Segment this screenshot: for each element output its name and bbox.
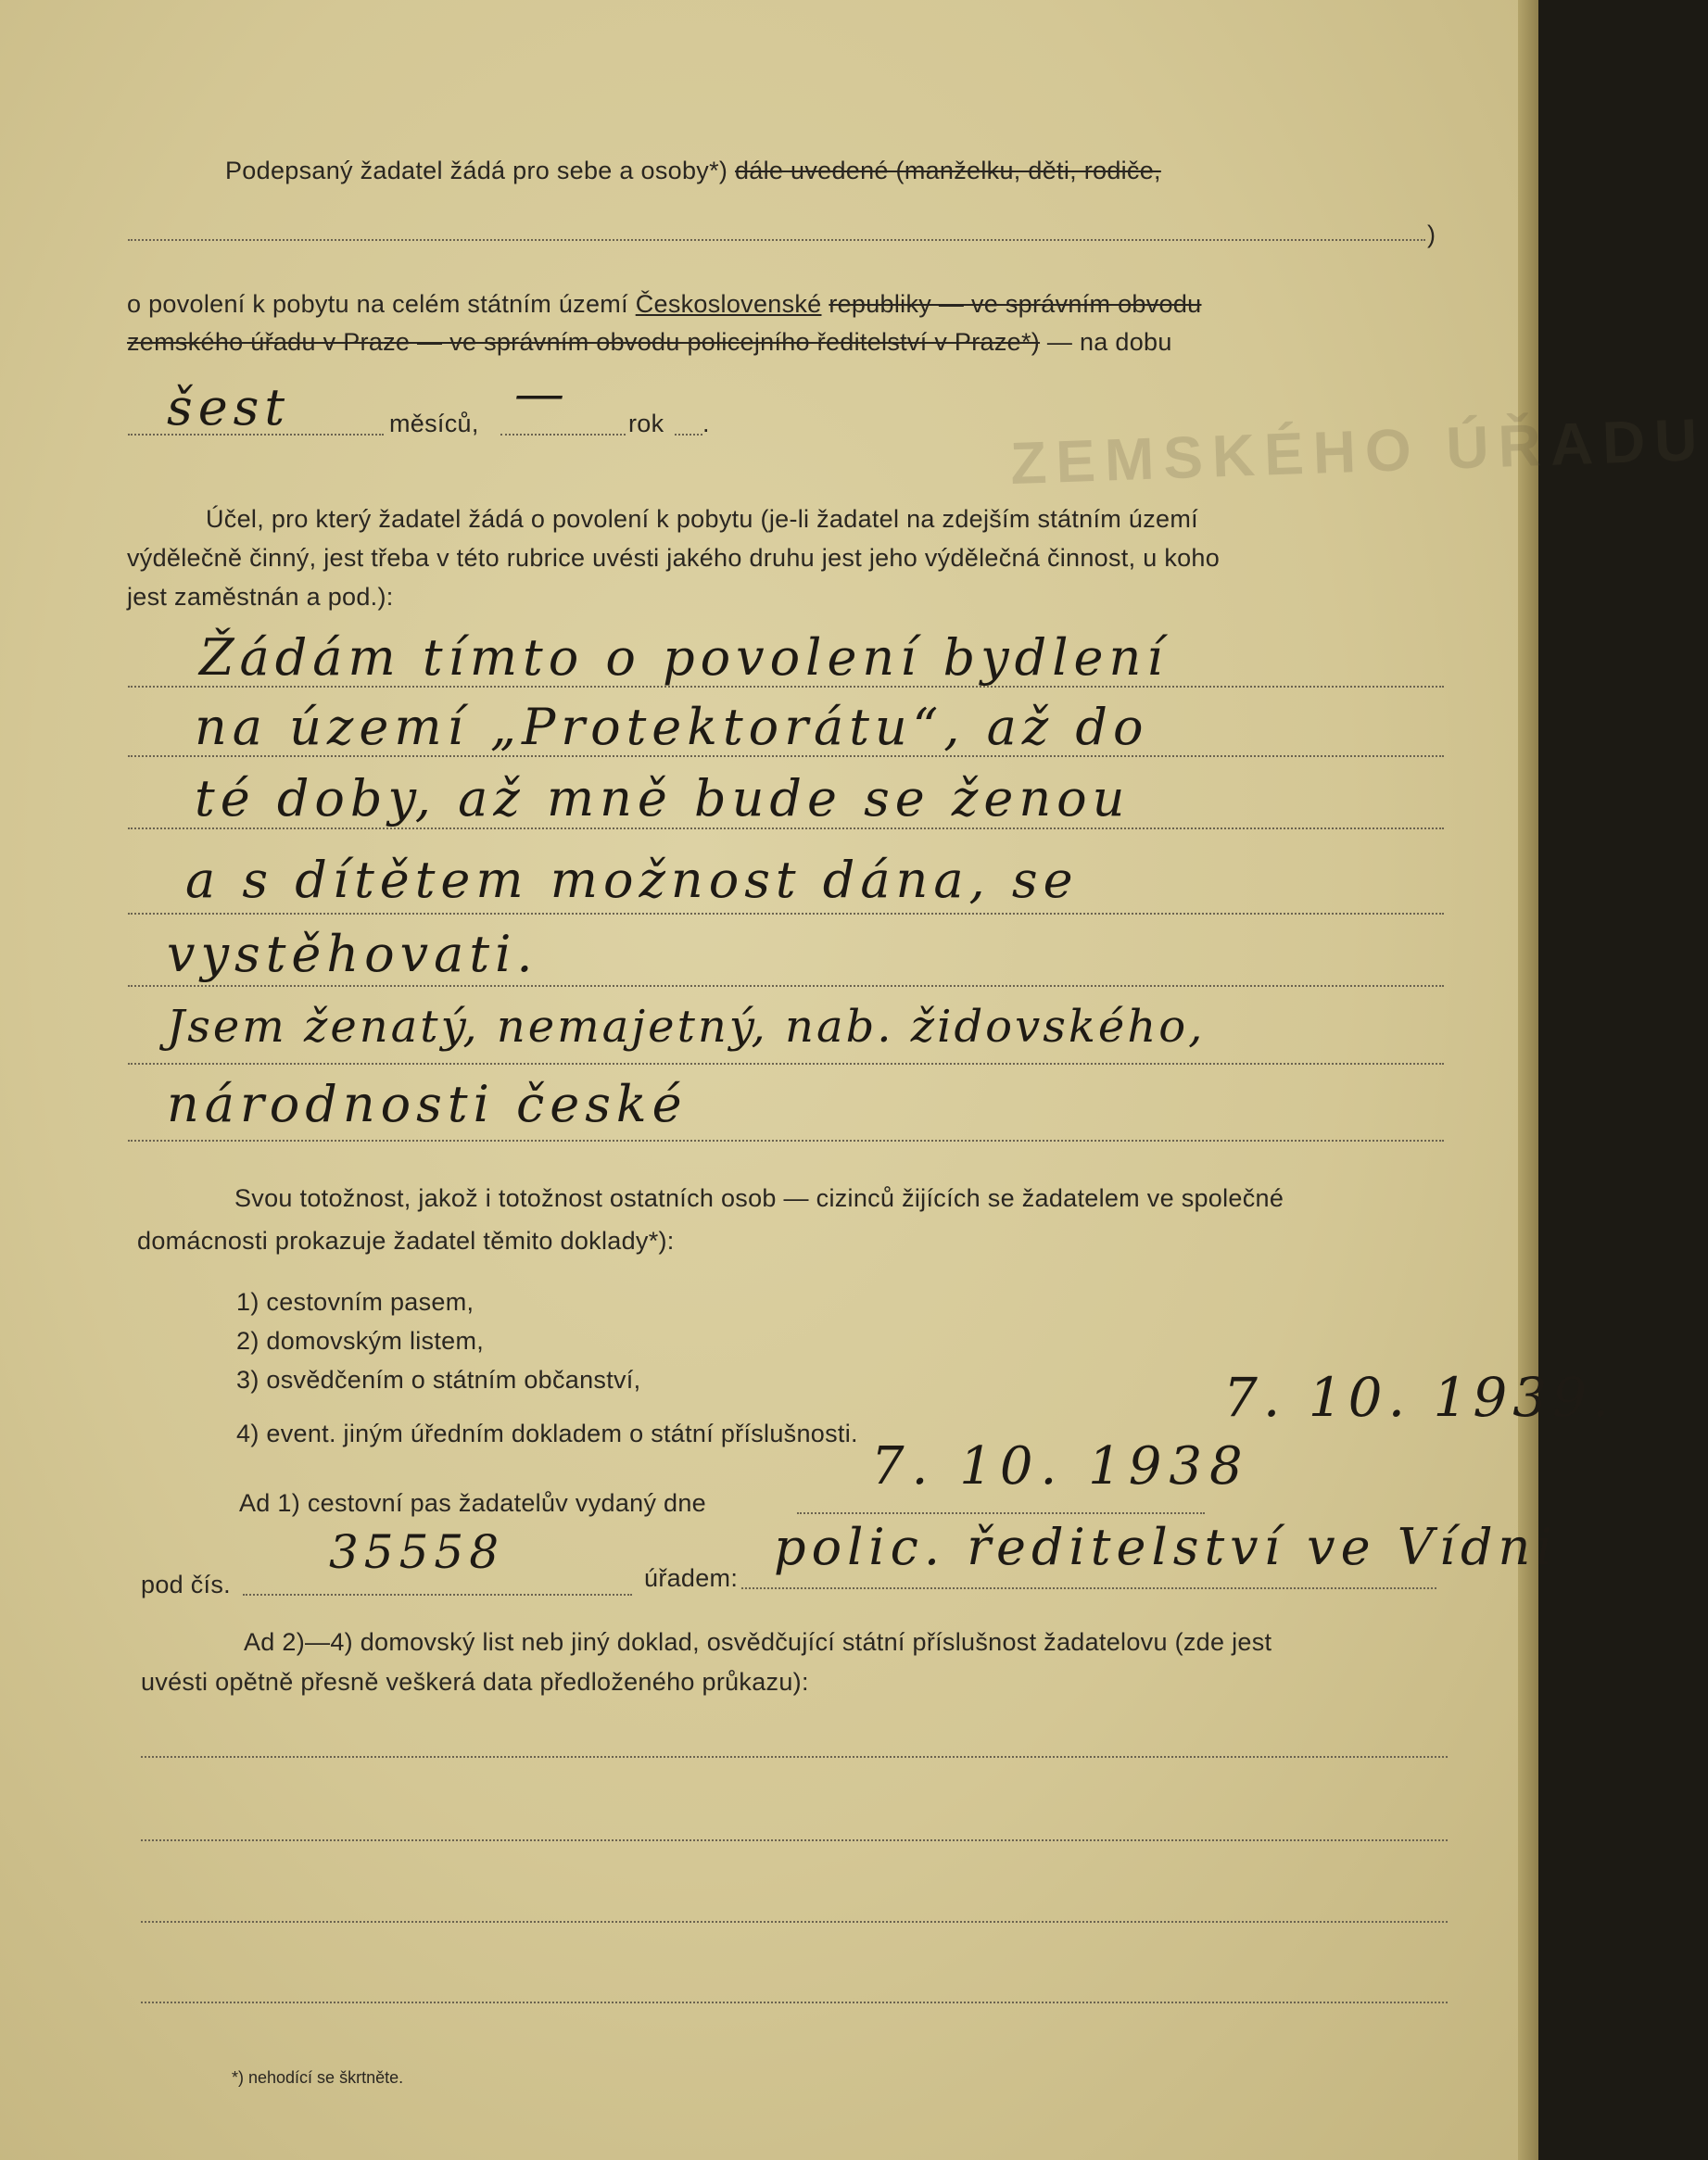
footnote: *) nehodící se škrtněte.: [232, 2068, 404, 2087]
purpose-question-line3: jest zaměstnán a pod.):: [127, 583, 394, 611]
months-handwritten: šest: [167, 378, 291, 436]
purpose-ruled-line: [128, 913, 1444, 915]
permit-territory-text: o povolení k pobytu na celém státním území: [127, 290, 628, 318]
purpose-question-line1: Účel, pro který žadatel žádá o povolení k pobytu (je-li žadatel na zdejším státním území: [206, 505, 1198, 533]
years-end-dot: .: [702, 410, 710, 437]
ad1-label: Ad 1) cestovní pas žadatelův vydaný dne: [239, 1489, 707, 1517]
purpose-handwriting-line: Jsem ženatý, nemajetný, nab. židovského,: [167, 1001, 1206, 1053]
purpose-handwriting-line: Žádám tímto o povolení bydlení: [199, 628, 1169, 687]
years-fill-line-b: [675, 434, 702, 436]
duration-suffix: — na dobu: [1046, 328, 1172, 356]
struck-persons-text: dále uvedené (manželku, děti, rodiče,: [734, 157, 1161, 184]
permit-territory-line: [127, 288, 1202, 320]
issuing-office-label: úřadem:: [644, 1564, 739, 1592]
ad2-text-line1: Ad 2)—4) domovský list neb jiný doklad, osvědčující státní příslušnost žadatelovu (zde jest: [244, 1628, 1272, 1656]
purpose-handwriting-line: na území „Protektorátu“, až do: [195, 698, 1149, 756]
underlined-country: Československé: [635, 290, 822, 318]
ad2-text-line2: uvésti opětně přesně veškerá data předloženého průkazu):: [141, 1668, 809, 1696]
struck-district-text: republiky — ve správním obvodu: [829, 290, 1202, 318]
months-label: měsíců,: [389, 410, 479, 437]
applicant-intro-text: Podepsaný žadatel žádá pro sebe a osoby*): [225, 157, 728, 184]
purpose-ruled-line: [128, 1063, 1444, 1065]
side-date-handwritten: 7. 10. 1939.: [1223, 1366, 1615, 1429]
years-handwritten: —: [514, 364, 570, 423]
issuing-office-fill-line: [741, 1587, 1436, 1589]
purpose-handwriting-line: národnosti české: [167, 1075, 688, 1133]
ad2-fill-line: [141, 2002, 1448, 2003]
purpose-handwriting-line: a s dítětem možnost dána, se: [185, 851, 1079, 909]
years-fill-line-a: [500, 434, 626, 436]
passport-number-handwritten: 35558: [329, 1525, 505, 1579]
issuing-office-handwritten: polic. ředitelství ve Vídni: [774, 1518, 1558, 1576]
doc-option-other: 4) event. jiným úředním dokladem o státní příslušnosti.: [236, 1420, 858, 1447]
purpose-ruled-line: [128, 985, 1444, 987]
months-fill-line: [128, 434, 384, 436]
struck-office-text: zemského úřadu v Praze — ve správním obvodu policejního ředitelství v Praze*): [127, 328, 1041, 356]
ad2-fill-line: [141, 1839, 1448, 1841]
persons-fill-line: [128, 239, 1425, 241]
passport-number-fill-line: [243, 1594, 632, 1596]
paper-edge: [1518, 0, 1538, 2160]
doc-option-citizenship: 3) osvědčením o státním občanství,: [236, 1366, 641, 1394]
ad2-fill-line: [141, 1921, 1448, 1923]
passport-number-label: pod čís.: [141, 1571, 231, 1598]
doc-option-passport: 1) cestovním pasem,: [236, 1288, 474, 1316]
permit-duration-line: [127, 326, 1172, 358]
doc-option-domicile: 2) domovským listem,: [236, 1327, 485, 1355]
applicant-intro: [225, 155, 1161, 186]
purpose-ruled-line: [128, 1140, 1444, 1142]
years-label: rok: [628, 410, 664, 437]
passport-date-handwritten: 7. 10. 1938: [871, 1436, 1250, 1497]
watermark-text: ZEMSKÉHO ÚŘADU: [1008, 405, 1708, 498]
identity-text-line1: Svou totožnost, jakož i totožnost ostatních osob — cizinců žijících se žadatelem ve společné: [234, 1184, 1284, 1212]
ad2-fill-line: [141, 1756, 1448, 1758]
purpose-question-line2: výdělečně činný, jest třeba v této rubrice uvésti jakého druhu jest jeho výdělečná činnost, u koho: [127, 544, 1221, 572]
closing-paren: ): [1427, 221, 1436, 248]
purpose-handwriting-line: té doby, až mně bude se ženou: [195, 769, 1131, 827]
purpose-handwriting-line: vystěhovati.: [167, 925, 538, 983]
passport-date-fill-line: [797, 1512, 1205, 1514]
identity-text-line2: domácnosti prokazuje žadatel těmito doklady*):: [137, 1227, 675, 1255]
purpose-ruled-line: [128, 827, 1444, 829]
